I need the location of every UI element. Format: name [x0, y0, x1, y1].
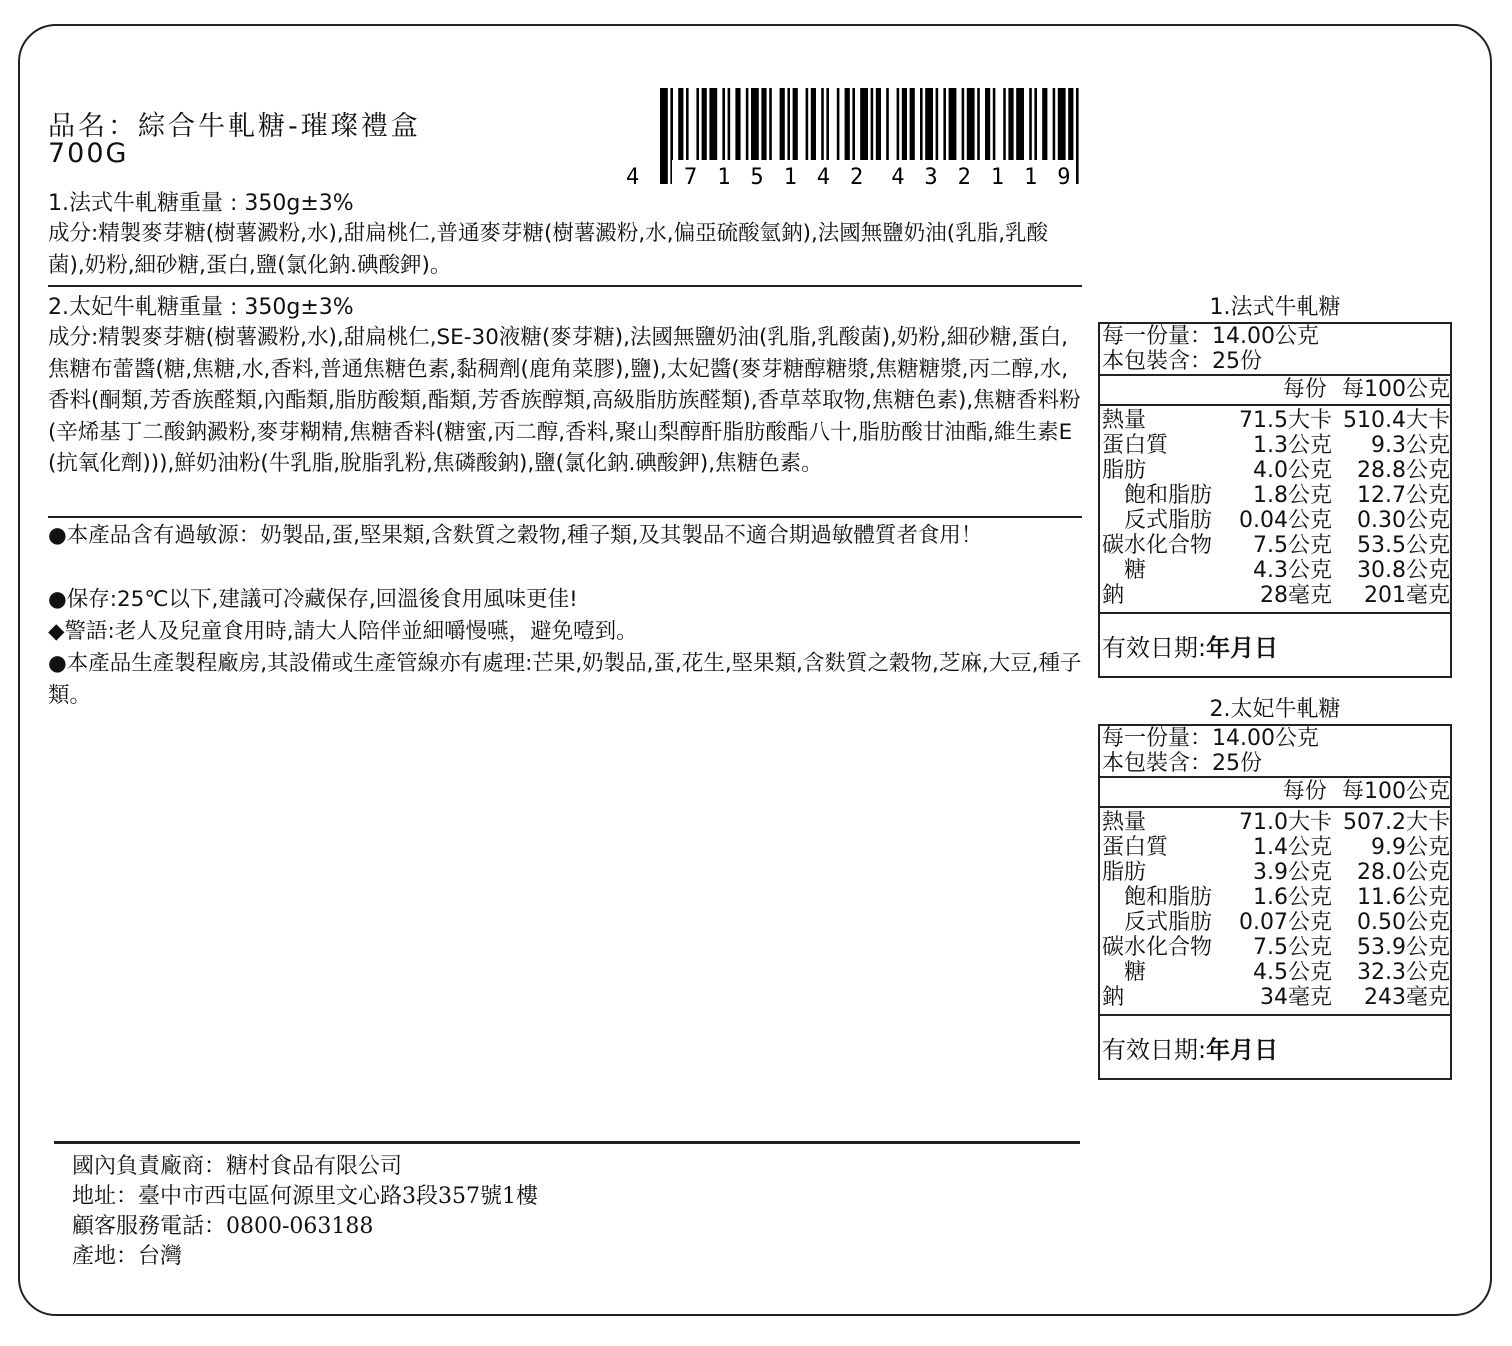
barcode-digit: 4: [626, 165, 640, 190]
importer: 國內負責廠商：糖村食品有限公司: [72, 1154, 403, 1179]
per-100g-value: 53.9公克: [1357, 935, 1450, 960]
per-serving-value: 0.07公克: [1239, 910, 1332, 935]
per-100g-value: 11.6公克: [1357, 885, 1450, 910]
nutrient-label: 碳水化合物: [1102, 533, 1213, 558]
nutrition-row: [1100, 483, 1450, 508]
nutrient-label: 糖: [1124, 960, 1147, 985]
barcode-digit: 1: [717, 165, 731, 190]
serving-info: [1100, 726, 1450, 778]
per-100g-value: 28.8公克: [1357, 458, 1450, 483]
column-headers: [1100, 376, 1450, 406]
nutrient-label: 鈉: [1102, 985, 1125, 1010]
nutrition-row: [1100, 433, 1450, 458]
per-serving-value: 1.8公克: [1253, 483, 1332, 508]
per-serving-value: 1.6公克: [1253, 885, 1332, 910]
nutrient-label: 飽和脂肪: [1124, 483, 1213, 508]
per-serving-value: 0.04公克: [1239, 508, 1332, 533]
nutrition-row: [1100, 860, 1450, 885]
col-per-serving: 每份: [1282, 377, 1327, 402]
barcode-digit: 9: [1057, 165, 1071, 190]
per-serving-value: 4.0公克: [1253, 458, 1332, 483]
nutrition-row: [1100, 810, 1450, 835]
nutrition-row: [1100, 583, 1450, 608]
per-100g-value: 201毫克: [1364, 583, 1450, 608]
nutrition2-table: [1098, 724, 1452, 1080]
per-serving-value: 4.5公克: [1253, 960, 1332, 985]
per-100g-value: 9.3公克: [1371, 433, 1450, 458]
nutrition2-title: 2.太妃牛軋糖: [1209, 697, 1341, 722]
nutrient-label: 脂肪: [1102, 458, 1147, 483]
product-title: 品名：綜合牛軋糖-璀璨禮盒: [48, 111, 421, 142]
barcode-bar: [660, 88, 668, 184]
per-serving-value: 1.4公克: [1253, 835, 1332, 860]
serving-size: 每一份量：14.00公克: [1102, 726, 1319, 751]
nutrition-rows: [1100, 808, 1450, 1016]
nutrient-label: 反式脂肪: [1124, 508, 1213, 533]
per-100g-value: 243毫克: [1364, 985, 1450, 1010]
barcode-digit: 7: [684, 165, 698, 190]
section1-ingredients: 成分:精製麥芽糖(樹薯澱粉,水),甜扁桃仁,普通麥芽糖(樹薯澱粉,水,偏亞硫酸氫鈉),法國無鹽奶油(乳脂,乳酸菌),奶粉,細砂糖,蛋白,鹽(氯化鈉.碘酸鉀)。: [48, 221, 1049, 278]
nutrient-label: 熱量: [1102, 408, 1147, 433]
per-serving-value: 34毫克: [1260, 985, 1332, 1010]
barcode-digit: 1: [783, 165, 797, 190]
facility-notice: ●本產品生產製程廠房,其設備或生產管線亦有處理:芒果,奶製品,蛋,花生,堅果類,含麩質之穀物,芝麻,大豆,種子類。: [48, 651, 1082, 708]
barcode-digit: 5: [750, 165, 764, 190]
per-serving-value: 7.5公克: [1253, 533, 1332, 558]
phone: 顧客服務電話：0800-063188: [72, 1214, 374, 1239]
nutrition1-title: 1.法式牛軋糖: [1209, 295, 1341, 320]
expiry: [1100, 1016, 1450, 1078]
per-serving-value: 71.5大卡: [1239, 408, 1332, 433]
per-100g-value: 507.2大卡: [1343, 810, 1450, 835]
nutrition-row: [1100, 885, 1450, 910]
per-serving-value: 28毫克: [1260, 583, 1332, 608]
barcode-digit: 2: [957, 165, 971, 190]
per-100g-value: 12.7公克: [1357, 483, 1450, 508]
nutrition-row: [1100, 508, 1450, 533]
nutrition-row: [1100, 960, 1450, 985]
barcode-bar: [1076, 88, 1079, 184]
nutrition-row: [1100, 835, 1450, 860]
product-weight: 700G: [48, 138, 129, 169]
nutrient-label: 碳水化合物: [1102, 935, 1213, 960]
per-100g-value: 30.8公克: [1357, 558, 1450, 583]
divider: [48, 285, 1082, 287]
serving-size: 每一份量：14.00公克: [1102, 324, 1319, 349]
section1-title: 1.法式牛軋糖重量 : 350g±3%: [48, 191, 354, 216]
serving-info: [1100, 324, 1450, 376]
servings-per-pack: 本包裝含：25份: [1102, 349, 1262, 374]
nutrient-label: 鈉: [1102, 583, 1125, 608]
servings-per-pack: 本包裝含：25份: [1102, 751, 1262, 776]
nutrition-rows: [1100, 406, 1450, 614]
nutrition-row: [1100, 408, 1450, 433]
nutrient-label: 蛋白質: [1102, 433, 1169, 458]
per-100g-value: 28.0公克: [1357, 860, 1450, 885]
per-serving-value: 7.5公克: [1253, 935, 1332, 960]
barcode-digit: 1: [1024, 165, 1038, 190]
col-per-serving: 每份: [1282, 779, 1327, 804]
nutrient-label: 糖: [1124, 558, 1147, 583]
footer-divider: [54, 1141, 1080, 1144]
nutrition-row: [1100, 533, 1450, 558]
expiry-value: 年月日: [1206, 1035, 1279, 1064]
nutrition1-table: [1098, 322, 1452, 678]
address: 地址：臺中市西屯區何源里文心路3段357號1樓: [72, 1184, 538, 1209]
barcode-digit: 3: [924, 165, 938, 190]
allergen-notice: ●本產品含有過敏源：奶製品,蛋,堅果類,含麩質之穀物,種子類,及其製品不適合期過敏體質者食用！: [48, 523, 983, 548]
footer: [72, 1152, 538, 1272]
col-per-100g: 每100公克: [1342, 377, 1450, 402]
section2-title: 2.太妃牛軋糖重量 : 350g±3%: [48, 295, 354, 320]
nutrient-label: 飽和脂肪: [1124, 885, 1213, 910]
divider: [48, 516, 1082, 518]
per-serving-value: 71.0大卡: [1239, 810, 1332, 835]
per-100g-value: 32.3公克: [1357, 960, 1450, 985]
warning-notice: ◆警語:老人及兒童食用時,請大人陪伴並細嚼慢嚥，避免噎到。: [48, 619, 638, 644]
expiry-value: 年月日: [1206, 633, 1279, 662]
per-serving-value: 1.3公克: [1253, 433, 1332, 458]
nutrition-row: [1100, 910, 1450, 935]
nutrition-row: [1100, 985, 1450, 1010]
nutrient-label: 脂肪: [1102, 860, 1147, 885]
nutrition-row: [1100, 558, 1450, 583]
barcode: [616, 86, 1086, 190]
nutrition-row: [1100, 458, 1450, 483]
per-serving-value: 3.9公克: [1253, 860, 1332, 885]
per-100g-value: 0.30公克: [1357, 508, 1450, 533]
barcode-digit: 4: [891, 165, 905, 190]
nutrient-label: 反式脂肪: [1124, 910, 1213, 935]
barcode-digit: 1: [990, 165, 1005, 190]
expiry-label: 有效日期:: [1102, 1035, 1207, 1064]
section2-ingredients: 成分:精製麥芽糖(樹薯澱粉,水),甜扁桃仁,SE-30液糖(麥芽糖),法國無鹽奶油(乳脂,乳酸菌),奶粉,細砂糖,蛋白,焦糖布蕾醬(糖,焦糖,水,香料,普通焦糖色素,黏稠劑(鹿角菜膠),鹽),太妃醬(麥芽糖醇糖漿,焦糖糖漿,丙二醇,水,香料(酮類,芳香族醛類,內酯類,脂肪酸類,酯類,芳香族醇類,高級脂肪族醛類),香草萃取物,焦糖色素),焦糖香料粉(辛烯基丁二酸鈉澱粉,麥芽糊精,焦糖香料(糖蜜,丙二醇,香料,聚山梨醇酐脂肪酸酯八十,脂肪酸甘油酯,維生素E(抗氧化劑))),鮮奶油粉(牛乳脂,脫脂乳粉,焦磷酸鈉),鹽(氯化鈉.碘酸鉀),焦糖色素。: [48, 325, 1081, 476]
nutrition-row: [1100, 935, 1450, 960]
nutrient-label: 蛋白質: [1102, 835, 1169, 860]
per-100g-value: 510.4大卡: [1343, 408, 1450, 433]
per-100g-value: 53.5公克: [1357, 533, 1450, 558]
per-100g-value: 9.9公克: [1371, 835, 1450, 860]
storage-notice: ●保存:25℃以下,建議可冷藏保存,回溫後食用風味更佳!: [48, 587, 578, 612]
expiry: [1100, 614, 1450, 676]
barcode-digit: 2: [850, 165, 864, 190]
barcode-digit: 4: [816, 165, 831, 190]
nutrient-label: 熱量: [1102, 810, 1147, 835]
per-100g-value: 0.50公克: [1357, 910, 1450, 935]
col-per-100g: 每100公克: [1342, 779, 1450, 804]
expiry-label: 有效日期:: [1102, 633, 1207, 662]
column-headers: [1100, 778, 1450, 808]
origin: 產地：台灣: [72, 1244, 183, 1269]
per-serving-value: 4.3公克: [1253, 558, 1332, 583]
